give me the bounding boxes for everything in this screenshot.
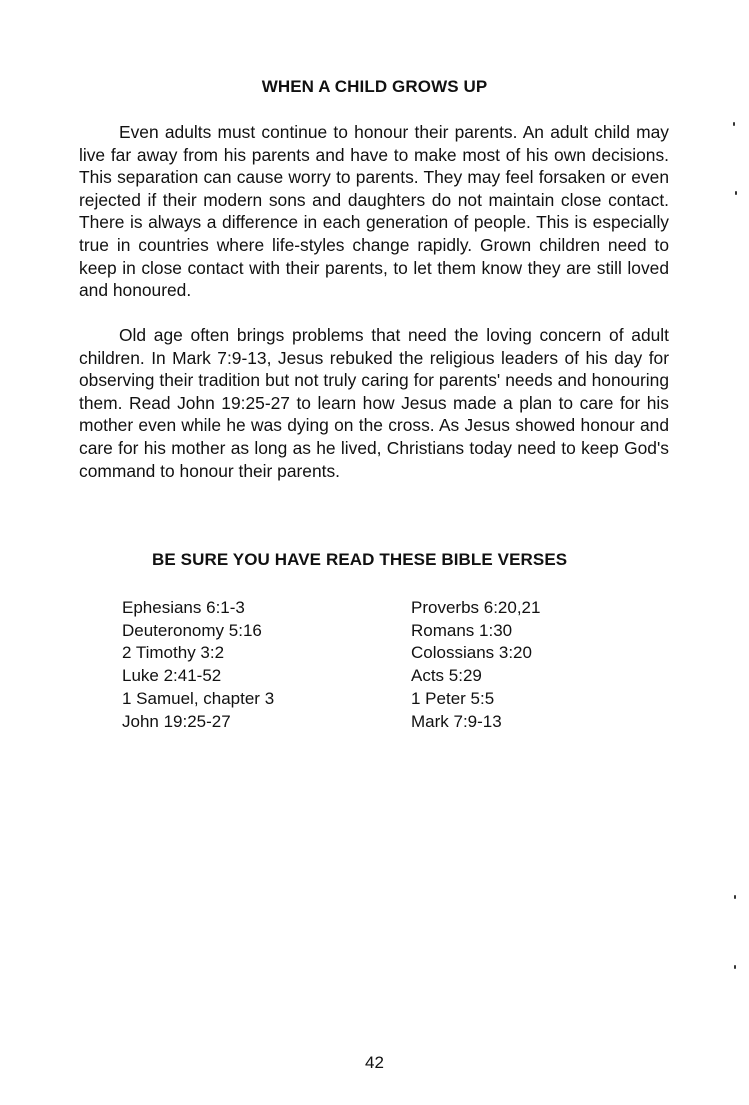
verse-item: 1 Samuel, chapter 3 — [122, 688, 275, 708]
verse-item: 2 Timothy 3:2 — [122, 643, 225, 663]
page-title: WHEN A CHILD GROWS UP — [261, 77, 488, 96]
verse-item: Acts 5:29 — [411, 666, 482, 686]
verse-item: Romans 1:30 — [411, 620, 513, 640]
verse-item: 1 Peter 5:5 — [411, 688, 495, 708]
verse-item: Luke 2:41-52 — [122, 666, 222, 686]
scan-speck — [735, 191, 737, 195]
paragraph-adult-children: Even adults must continue to honour their parents. An adult child may live far away from his parents and have to make most of his own decisions. This separation can cause worry to parents. They may feel forsaken or even rejected if their modern sons and daughters do not maintain close contact. There is always a difference in each generation of people. This is especially true in countries where life-styles change rapidly. Grown children need to keep in close contact with their parents, to let them know they are still loved and honoured. — [79, 122, 669, 301]
scan-speck — [734, 965, 736, 969]
verse-item: Deuteronomy 5:16 — [122, 620, 262, 640]
scan-speck — [733, 122, 735, 126]
verse-item: Ephesians 6:1-3 — [122, 598, 245, 617]
verse-item: Colossians 3:20 — [411, 643, 532, 663]
verse-item: Mark 7:9-13 — [411, 711, 502, 731]
section-heading-bible-verses: BE SURE YOU HAVE READ THESE BIBLE VERSES — [152, 550, 568, 569]
verse-item: John 19:25-27 — [122, 711, 231, 731]
verse-list-left — [122, 597, 274, 733]
verse-list-right — [411, 597, 540, 733]
page-number: 42 — [365, 1053, 384, 1072]
paragraph-old-age: Old age often brings problems that need the loving concern of adult children. In Mark 7:9-13, Jesus rebuked the religious leaders of his day for observing their tradition but not truly caring for parents' needs and honouring them. Read John 19:25-27 to learn how Jesus made a plan to care for his mother even while he was dying on the cross. As Jesus showed honour and care for his mother as long as he lived, Christians today need to keep God's command to honour their parents. — [79, 325, 669, 481]
scan-speck — [734, 895, 736, 899]
verse-item: Proverbs 6:20,21 — [411, 598, 541, 617]
